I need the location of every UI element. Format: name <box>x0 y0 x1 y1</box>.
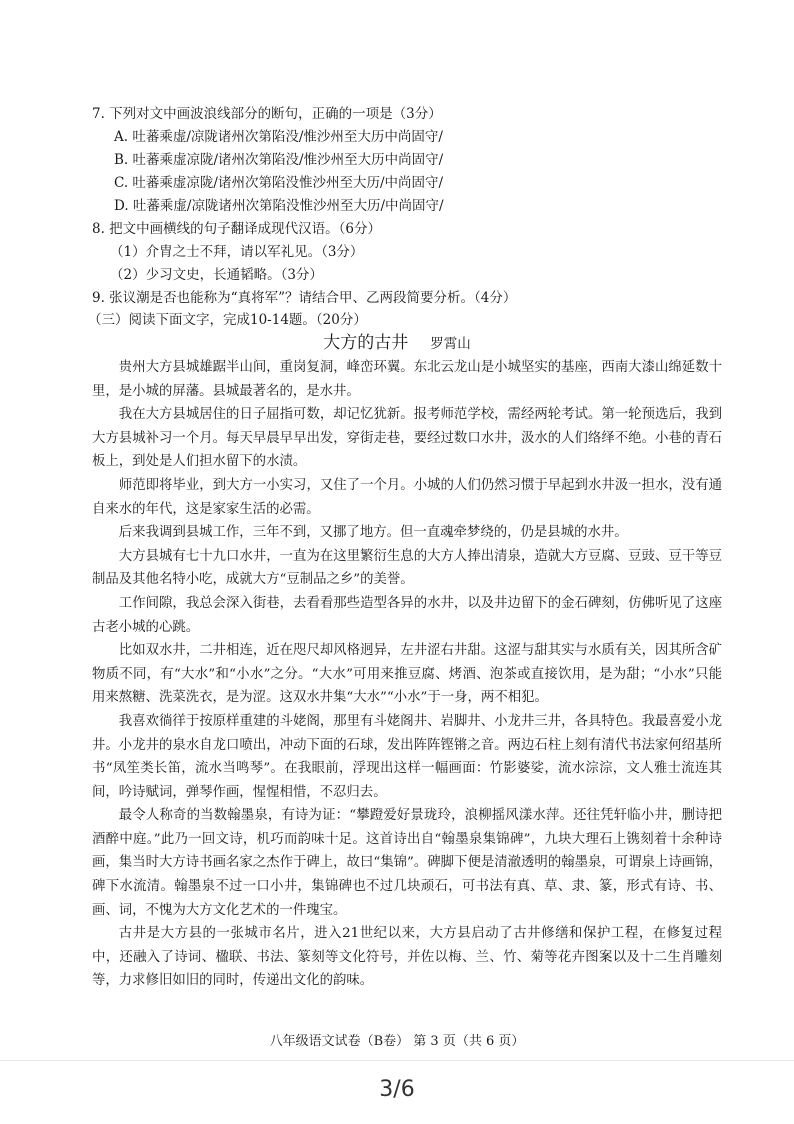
article-paragraph: 大方县城有七十九口水井，一直为在这里繁衍生息的大方人捧出清泉，造就大方豆腐、豆豉、豆干等豆制品及其他名特小吃，成就大方“豆制品之乡”的美誉。 <box>92 548 722 588</box>
article-body <box>92 356 722 993</box>
question-7-stem: 7. 下列对文中画波浪线部分的断句，正确的一项是（3分） <box>92 106 442 122</box>
article-paragraph: 最令人称奇的当数翰墨泉，有诗为证：“攀蹬爱好景珑玲，浪柳摇风漾水萍。还往凭轩临小井，删诗把酒醉中庭。”此乃一回文诗，机巧而韵味十足。这首诗出自“翰墨泉集锦碑”，九块大理石上镌刻着十余种诗画，集当时大方诗书画名家之杰作于碑上，故曰“集锦”。碑脚下便是清澈透明的翰墨泉，可谓泉上诗画锦，碑下水流清。翰墨泉不过一口小井，集锦碑也不过几块顽石，可书法有真、草、隶、篆，形式有诗、书、画、词，不愧为大方文化艺术的一件瑰宝。 <box>92 808 722 918</box>
question-8-stem: 8. 把文中画横线的句子翻译成现代汉语。（6分） <box>92 221 382 237</box>
article-paragraph: 我喜欢徜徉于按原样重建的斗姥阁，那里有斗姥阁井、岩脚井、小龙井三井，各具特色。我最喜爱小龙井。小龙井的泉水自龙口喷出，冲动下面的石球，发出阵阵铿锵之音。两边石柱上刻有清代书法家何绍基所书“凤笙类长笛，流水当鸣琴”。在我眼前，浮现出这样一幅画面：竹影婆娑，流水淙淙，文人雅士流连其间，吟诗赋词，弹琴作画，惺惺相惜，不忍归去。 <box>92 713 722 800</box>
question-7-option-d: D. 吐蕃乘虚/凉陇诸州次第陷没惟沙州至大历/中尚固守/ <box>114 198 444 214</box>
article-paragraph: 古井是大方县的一张城市名片，进入21世纪以来，大方县启动了古井修缮和保护工程，在修复过程中，还融入了诗词、楹联、书法、篆刻等文化符号，并佐以梅、兰、竹、菊等花卉图案以及十二生肖雕刻等，力求修旧如旧的同时，传递出文化的韵味。 <box>92 926 722 989</box>
article-paragraph: 工作间隙，我总会深入街巷，去看看那些造型各异的水井，以及井边留下的金石碑刻，仿佛听见了这座古老小城的心跳。 <box>92 595 722 635</box>
page-footer: 八年级语文试卷（B卷） 第 3 页（共 6 页） <box>269 1034 525 1049</box>
page-indicator: 3/6 <box>379 1077 415 1102</box>
article-paragraph: 师范即将毕业，到大方一小实习，又住了一个月。小城的人们仍然习惯于早起到水井汲一担水，没有通自来水的年代，这是家家生活的必需。 <box>92 477 722 517</box>
question-7-option-b: B. 吐蕃乘虚凉陇/诸州次第陷没/惟沙州至大历中尚固守/ <box>114 152 444 168</box>
article-paragraph: 贵州大方县城雄踞半山间，重岗复洞，峰峦环翼。东北云龙山是小城坚实的基座，西南大漆山绵延数十里，是小城的屏藩。县城最著名的，是水井。 <box>92 360 722 399</box>
article-paragraph: 比如双水井，二井相连，近在咫尺却风格迥异，左井涩右井甜。这涩与甜其实与水质有关，因其所含矿物质不同，有“大水”和“小水”之分。“大水”可用来推豆腐、烤酒、泡茶或直接饮用，是为甜；“小水”只能用来熬糖、洗菜洗衣，是为涩。这双水井集“大水”“小水”于一身，两不相犯。 <box>92 643 722 706</box>
article-paragraph: 我在大方县城居住的日子屈指可数，却记忆犹新。报考师范学校，需经两轮考试。第一轮预选后，我到大方县城补习一个月。每天早晨早早出发，穿街走巷，要经过数口水井，汲水的人们络绎不绝。小巷的青石板上，到处是人们担水留下的水渍。 <box>92 407 722 470</box>
article-paragraph: 后来我调到县城工作，三年不到，又挪了地方。但一直魂牵梦绕的，仍是县城的水井。 <box>118 525 628 541</box>
article-author: 罗霄山 <box>430 336 471 352</box>
question-9-stem: 9. 张议潮是否也能称为“真将军”？请结合甲、乙两段简要分析。（4分） <box>92 290 517 306</box>
page-indicator-bar <box>0 1060 794 1124</box>
question-8-sub-2: （2）少习文史，长通韬略。（3分） <box>110 267 323 283</box>
question-8-sub-1: （1）介胄之士不拜，请以军礼见。（3分） <box>110 244 364 260</box>
article-title-line <box>0 332 794 355</box>
question-7-option-c: C. 吐蕃乘虚凉陇/诸州次第陷没惟沙州至大历/中尚固守/ <box>114 175 444 191</box>
question-7-option-a: A. 吐蕃乘虚/凉陇诸州次第陷没/惟沙州至大历中尚固守/ <box>114 129 443 145</box>
article-title: 大方的古井 <box>323 333 409 353</box>
section-3-heading: （三）阅读下面文字，完成10-14题。（20分） <box>88 312 367 328</box>
